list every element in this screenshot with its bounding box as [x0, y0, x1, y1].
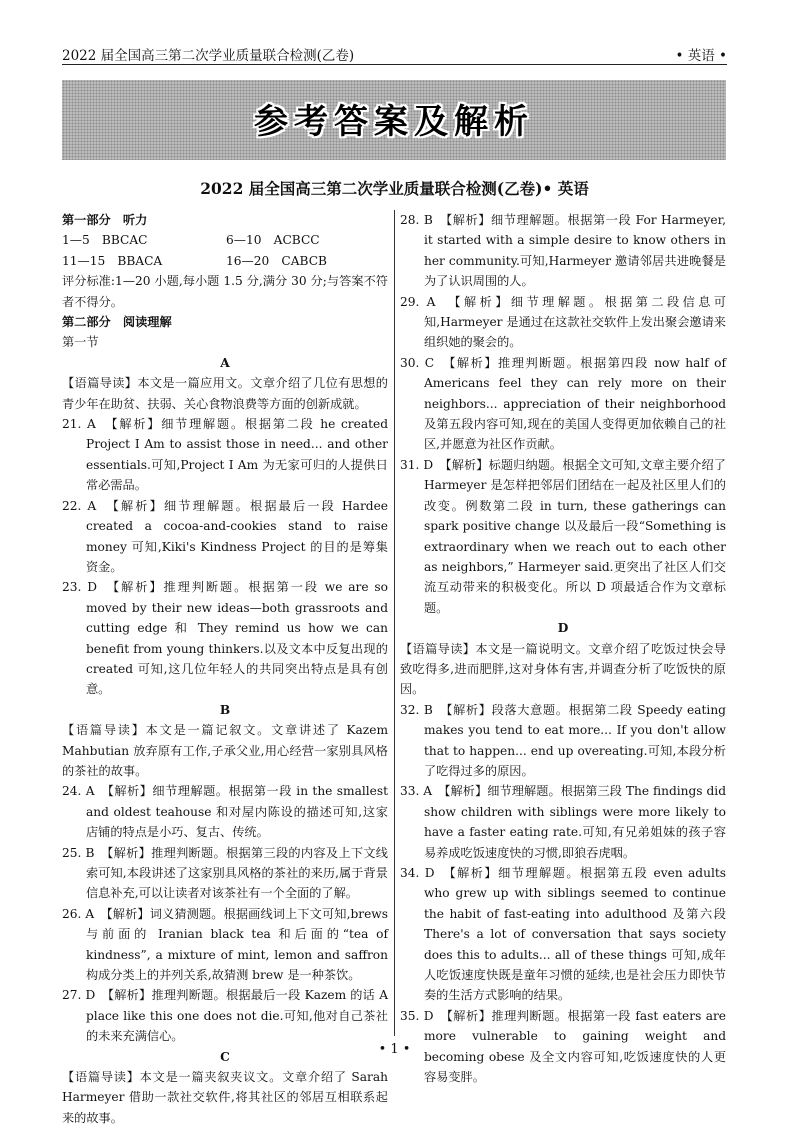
title-banner — [62, 80, 726, 160]
scoring-standard: 评分标准:1—20 小题,每小题 1.5 分,满分 30 分;与答案不符者不得分。 — [62, 274, 388, 309]
answer-item-29: 29. A 【解析】细节理解题。根据第二段信息可知,Harmeyer 是通过在这款社交软件上发出聚会邀请来组织她的聚会的。 — [400, 294, 726, 350]
listening-answer: 1—5 BBCAC — [62, 233, 148, 248]
answer-item-22: 22. A 【解析】细节理解题。根据最后一段 Hardee created a cocoa-and-cookies stand to raise money 可知,Kiki's Kindness Project 的目的是筹集资金。 — [62, 498, 388, 574]
answer-item-32: 32. B 【解析】段落大意题。根据第二段 Speedy eating makes you tend to eat more... If you don't allow that to happen... end up overeating.可知,本段分析了吃得过多的原因。 — [400, 702, 726, 778]
passage-guide-a: 【语篇导读】本文是一篇应用文。文章介绍了几位有思想的青少年在助贫、扶弱、关心食物浪费等方面的创新成就。 — [62, 376, 388, 411]
part2-heading: 第二部分 阅读理解 — [62, 315, 172, 330]
answer-item-31: 31. D 【解析】标题归纳题。根据全文可知,文章主要介绍了 Harmeyer 是怎样把邻居们团结在一起及社区里人们的改变。例数第二段 in turn, these gatherings can spark positive change 以及最后一段“Something is extraordinary when we reach out to each other as neighbors,” Harmeyer said.更突出了社区人们交流互动带来的积极变化。所以 D 项最适合作为文章标题。 — [400, 457, 726, 615]
answer-item-27: 27. D 【解析】推理判断题。根据最后一段 Kazem 的话 A place like this one does not die.可知,他对自己茶社的未来充满信心。 — [62, 988, 388, 1044]
answer-item-28: 28. B 【解析】细节理解题。根据第一段 For Harmeyer, it started with a simple desire to know others in her community.可知,Harmeyer 邀请邻居共进晚餐是为了认识周围的人。 — [400, 213, 726, 289]
answer-item-24: 24. A 【解析】细节理解题。根据第一段 in the smallest and oldest teahouse 和对屋内陈设的描述可知,这家店铺的特点是小巧、复古、传统。 — [62, 784, 388, 840]
answer-item-25: 25. B 【解析】推理判断题。根据第三段的内容及上下文线索可知,本段讲述了这家别具风格的茶社的来历,属于背景信息补充,可以让读者对该茶社有一个全面的了解。 — [62, 845, 388, 901]
answer-item-23: 23. D 【解析】推理判断题。根据第一段 we are so moved by their new ideas—both grassroots and cutting edge 和 They remind us how we can benefit from young thinkers.以及文本中反复出现的 created 可知,这几位年轻人的共同突出特点是具有创意。 — [62, 580, 388, 697]
page-header — [62, 0, 727, 66]
listening-answers-row — [62, 230, 388, 250]
header-rule — [62, 64, 727, 65]
part1-heading: 第一部分 听力 — [62, 213, 148, 227]
answer-item-21: 21. A 【解析】细节理解题。根据第二段 he created Project I Am to assist those in need... and other essentials.可知,Project I Am 为无家可归的人提供日常必需品。 — [62, 417, 388, 493]
passage-letter-b: B — [219, 702, 231, 717]
listening-answers-row — [62, 251, 388, 271]
header-exam-title: 2022 届全国高三第二次学业质量联合检测(乙卷) — [62, 48, 355, 64]
passage-guide-c: 【语篇导读】本文是一篇夹叙夹议文。文章介绍了 Sarah Harmeyer 借助一款社交软件,将其社区的邻居互相联系起来的故事。 — [62, 1070, 388, 1125]
document-subtitle: 2022 届全国高三第二次学业质量联合检测(乙卷)• 英语 — [200, 179, 589, 198]
listening-answer: 11—15 BBACA — [62, 253, 163, 268]
answer-item-35: 35. D 【解析】推理判断题。根据第一段 fast eaters are more vulnerable to gaining weight and becoming obese 及全文内容可知,吃饭速度快的人更容易变胖。 — [400, 1008, 726, 1085]
answer-item-26: 26. A 【解析】词义猜测题。根据画线词上下文可知,brews 与前面的 Iranian black tea 和后面的“tea of kindness”, a mixture of mint, lemon and saffron 构成分类上的并列关系,故猜测 brew 是一种茶饮。 — [62, 906, 388, 983]
listening-answer: 16—20 CABCB — [226, 253, 327, 268]
page-number: • 1 • — [378, 1042, 411, 1057]
passage-letter-d: D — [557, 621, 569, 636]
passage-guide-d: 【语篇导读】本文是一篇说明文。文章介绍了吃饭过快会导致吃得多,进而肥胖,这对身体有害,并调查分析了吃饭快的原因。 — [400, 641, 726, 697]
banner-title: 参考答案及解析 — [254, 102, 534, 142]
answer-item-30: 30. C 【解析】推理判断题。根据第四段 now half of Americans feel they can rely more on their neighbors... appreciation of their neighborhood 及第五段内容可知,现在的美国人变得更加依赖自己的社区,并愿意为社区作贡献。 — [400, 355, 726, 452]
left-column — [62, 210, 388, 1128]
answer-item-33: 33. A 【解析】细节理解题。根据第三段 The findings did show children with siblings were more likely to have a faster eating rate.可知,有兄弟姐妹的孩子容易养成吃饭速度快的习惯,即狼吞虎咽。 — [400, 784, 726, 860]
passage-guide-b: 【语篇导读】本文是一篇记叙文。文章讲述了 Kazem Mahbutian 放弃原有工作,子承父业,用心经营一家别具风格的茶社的故事。 — [62, 723, 388, 778]
listening-answer: 6—10 ACBCC — [226, 233, 320, 248]
column-divider — [394, 210, 395, 1036]
passage-letter-a: A — [220, 355, 230, 370]
answer-item-34: 34. D 【解析】细节理解题。根据第五段 even adults who grew up with siblings seemed to continue the habit of fast-eating into adulthood 及第六段 There's a lot of conversation that says society does this to adults... all of these things 可知,成年人吃饭速度快既是童年习惯的延续,也是社会压力即快节奏的生活方式影响的结果。 — [400, 866, 726, 1003]
passage-letter-c: C — [220, 1049, 230, 1064]
section-label: 第一节 — [62, 335, 99, 350]
header-subject: • 英语 • — [675, 48, 727, 64]
right-column — [400, 210, 726, 1087]
